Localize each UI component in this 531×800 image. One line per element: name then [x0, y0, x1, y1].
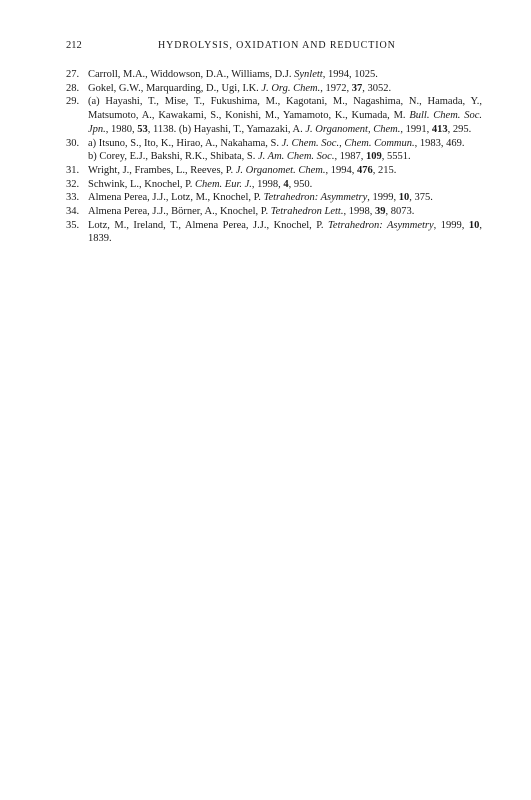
journal-name: Tetrahedron: Asymmetry — [328, 219, 434, 231]
reference-item — [66, 219, 482, 246]
volume-number: 39 — [374, 206, 386, 218]
citation-text: , 1983, 469. — [414, 137, 465, 149]
volume-number: 10 — [468, 219, 480, 231]
reference-number: 31. — [66, 164, 80, 176]
reference-number: 29. — [66, 96, 80, 108]
reference-number: 35. — [66, 219, 80, 231]
reference-text — [88, 137, 482, 151]
citation-text: Carroll, M.A., Widdowson, D.A., Williams, D.J. — [88, 69, 295, 80]
journal-name: J. Organoment, Chem. — [305, 123, 401, 135]
citation-text: , 1991, — [400, 123, 432, 135]
citation-text: a) Itsuno, S., Ito, K., Hirao, A., Nakahama, S. — [88, 137, 282, 149]
citation-text: Almena Perea, J.J., Lotz, M., Knochel, P. — [88, 192, 264, 204]
citation-text: Schwink, L., Knochel, P. — [88, 178, 196, 190]
reference-text — [88, 164, 482, 178]
citation-text: , 295. — [447, 123, 472, 135]
journal-name: Tetrahedron Lett. — [270, 206, 344, 218]
page-number: 212 — [66, 40, 82, 51]
citation-text: , 1999, — [433, 219, 469, 231]
citation-text: Gokel, G.W., Marquarding, D., Ugi, I.K. — [88, 82, 262, 94]
citation-text: b) Corey, E.J., Bakshi, R.K., Shibata, S. — [88, 151, 258, 163]
citation-text: , 215. — [372, 164, 397, 176]
volume-number: 109 — [365, 151, 382, 163]
citation-text: , 8073. — [385, 206, 415, 218]
reference-text — [88, 191, 482, 205]
citation-text: (a) Hayashi, T., Mise, T., Fukushima, M., Kagotani, M., Nagashima, N., Hamada, Y., Matsumoto, A., Kawakami, S., Konishi, M., Yamamoto, K., Kumada, M. — [88, 96, 482, 122]
citation-text: , 1999, — [367, 192, 399, 204]
citation-text: , 5551. — [381, 151, 411, 163]
citation-text: Wright, J., Frambes, L., Reeves, P. — [88, 164, 236, 176]
reference-item — [66, 178, 482, 192]
reference-list — [66, 68, 482, 246]
reference-text — [88, 68, 482, 82]
journal-name: Synlett — [294, 69, 323, 80]
citation-text: Lotz, M., Ireland, T., Almena Perea, J.J., Knochel, P. — [88, 219, 329, 231]
reference-text — [88, 205, 482, 219]
reference-text — [88, 150, 482, 164]
reference-text — [88, 82, 482, 96]
citation-text: , 3052. — [362, 82, 392, 94]
citation-text: , 1839. — [88, 219, 482, 245]
reference-item — [66, 205, 482, 219]
volume-number: 476 — [356, 164, 373, 176]
reference-item — [66, 95, 482, 136]
reference-number: 27. — [66, 69, 80, 80]
reference-number: 34. — [66, 206, 80, 218]
volume-number: 10 — [398, 192, 410, 204]
citation-text: , 1998, — [343, 206, 375, 218]
reference-text — [88, 219, 482, 246]
citation-text: , 375. — [409, 192, 433, 204]
journal-name: J. Organomet. Chem. — [235, 164, 326, 176]
citation-text: , 1138. (b) Hayashi, T., Yamazaki, A. — [147, 123, 306, 135]
page-header — [66, 40, 482, 54]
journal-name: Bull. Chem. Soc. Jpn. — [88, 110, 483, 135]
citation-text: , 1994, — [325, 164, 357, 176]
volume-number: 4 — [283, 178, 289, 190]
citation-text: , 1994, 1025. — [322, 69, 378, 80]
citation-text: , 1987, — [334, 151, 366, 163]
citation-text: , 1998, — [251, 178, 284, 190]
volume-number: 53 — [137, 123, 148, 135]
reference-number: 32. — [66, 178, 80, 190]
reference-item — [66, 191, 482, 205]
reference-item — [66, 82, 482, 96]
reference-item — [66, 137, 482, 164]
journal-name: J. Am. Chem. Soc. — [257, 151, 335, 163]
reference-item — [66, 164, 482, 178]
journal-name: J. Org. Chem. — [261, 82, 321, 94]
reference-text — [88, 178, 482, 192]
citation-text: , 1972, — [320, 82, 352, 94]
reference-item — [66, 68, 482, 82]
reference-number: 30. — [66, 137, 80, 149]
volume-number: 37 — [351, 82, 363, 94]
running-title: HYDROLYSIS, OXIDATION AND REDUCTION — [158, 40, 396, 51]
reference-text — [88, 95, 482, 136]
volume-number: 413 — [431, 123, 448, 135]
journal-name: Tetrahedron: Asymmetry — [263, 192, 368, 204]
citation-text: , 1980, — [105, 123, 138, 135]
citation-text: , 950. — [288, 178, 313, 190]
journal-name: Chem. Eur. J. — [195, 178, 252, 190]
reference-number: 28. — [66, 82, 80, 94]
citation-text: Almena Perea, J.J., Börner, A., Knochel, P. — [88, 206, 271, 218]
journal-name: J. Chem. Soc., Chem. Commun. — [281, 137, 415, 149]
reference-number: 33. — [66, 192, 80, 204]
